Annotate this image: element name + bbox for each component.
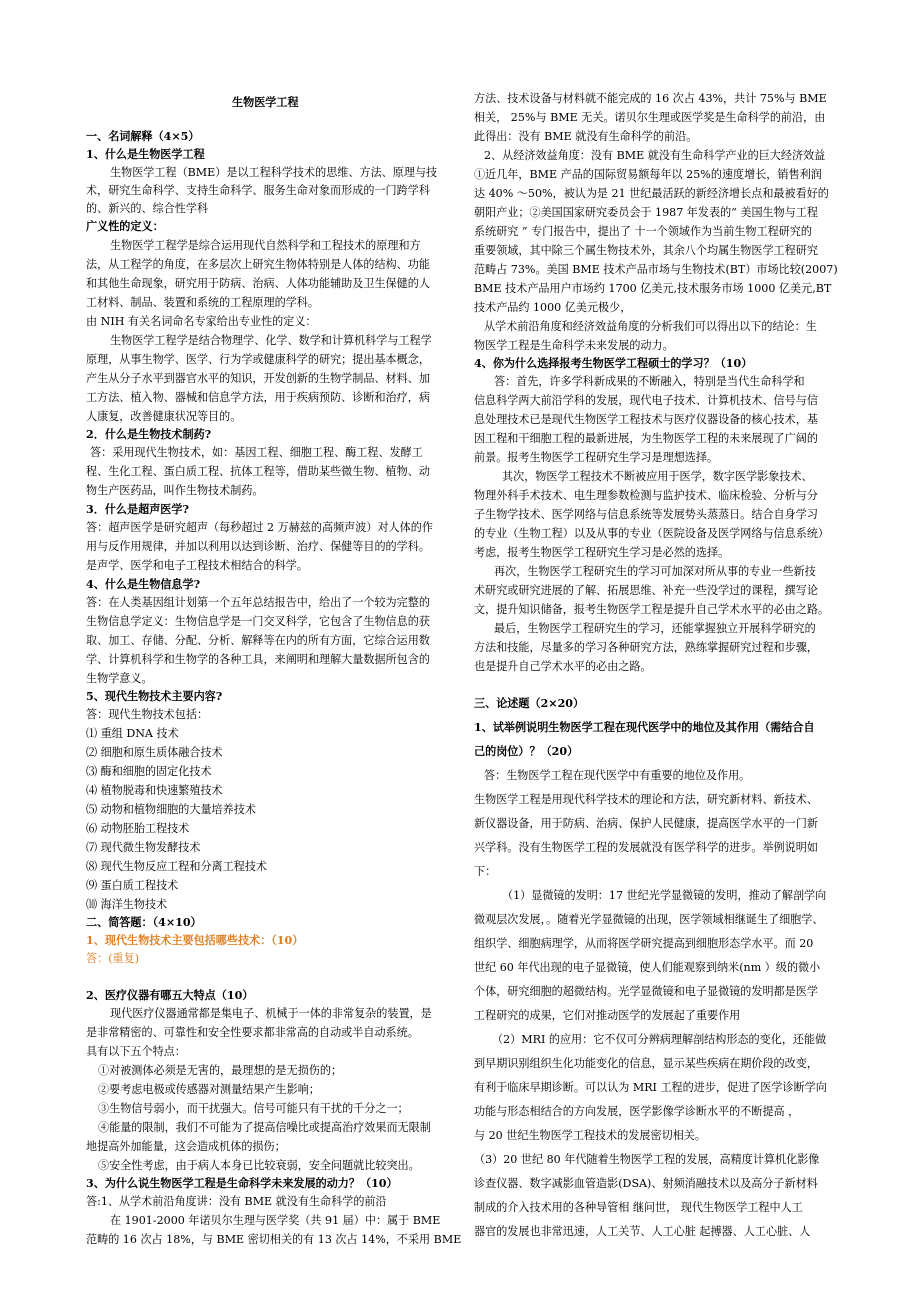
left-text-line: 和其他生命现象，研究用于防病、治病、人体功能辅助及卫生保健的人 [86,277,430,290]
left-text-line: ①对被测体必须是无害的，最理想的是无损伤的； [98,1064,343,1077]
right-text-line: 重要领域，其中除三个属生物技术外，其余八个均属生物医学工程研究 [474,244,818,257]
right-text-line: 物理外科手术技术、电生理参数检测与监护技术、临床检验、分析与分 [474,489,818,502]
right-text-line: 4、你为什么选择报考生物医学工程硕士的学习？（10） [474,357,753,370]
left-text-line: 生物医学工程学是综合运用现代自然科学和工程技术的原理和方 [110,239,421,252]
left-text-line: 产生从分子水平到器官水平的知识，开发创新的生物学制品、材料、加 [86,372,430,385]
left-text-line: 答：采用现代生物技术，如：基因工程、细胞工程、酶工程、发酵工 [90,446,423,459]
right-text-line: 考虑，报考生物医学工程研究生学习是必然的选择。 [474,546,730,559]
left-text-line: 物生产医药品，叫作生物技术制药。 [86,484,264,497]
right-text-line: 己的岗位）？（20） [474,745,579,758]
left-text-line: 3、为什么说生物医学工程是生命科学未来发展的动力？（10） [86,1177,398,1190]
right-text-line: 子生物学技术、医学网络与信息系统等发展势头蒸蒸日。结合自身学习 [474,508,818,521]
left-text-line: 答：现代生物技术包括： [86,708,209,721]
right-text-line: 物医学工程是生命科学未来发展的动力。 [474,339,674,352]
right-text-line: 最后，生物医学工程研究生的学习，还能掌握独立开展科学研究的 [494,622,816,635]
left-text-line: 1、什么是生物医学工程 [86,148,205,161]
right-text-line: 微观层次发展，。随着光学显微镜的出现，医学领域相继诞生了细胞学、 [474,913,824,926]
left-text-line: 4、什么是生物信息学? [86,578,201,591]
right-text-line: 息处理技术已是现代生物医学工程技术与医疗仪器设备的核心技术，基 [474,413,818,426]
right-text-line: 方法、技术设备与材料就不能完成的 16 次占 43%，共计 75%与 BME [474,92,827,105]
right-text-line: 下： [474,865,497,878]
right-text-line: 新仪器设备，用于防病、治病、保护人民健康，提高医学水平的一门新 [474,817,818,830]
left-text-line: 工方法、植入物、器械和信息学方法，用于疾病预防、诊断和治疗，病 [86,391,430,404]
left-text-line: ⑺ 现代微生物发酵技术 [86,841,201,854]
left-text-line: 是声学、医学和电子工程技术相结合的科学。 [86,559,308,572]
left-text-line: 答：在人类基因组计划第一个五年总结报告中，给出了一个较为完整的 [86,596,430,609]
right-text-line: 制成的介入技术用的各种导管相 继问世， 现代生物医学工程中人工 [474,1201,803,1214]
right-text-line: 诊查仪器、数字减影血管造影(DSA)、射频消融技术以及高分子新材料 [474,1177,818,1190]
right-text-line: 信息科学两大前沿学科的发展，现代电子技术、计算机技术、信号与信 [474,394,818,407]
right-text-line: 从学术前沿角度和经济效益角度的分析我们可以得出以下的结论：生 [484,320,817,333]
right-text-line: 此得出：没有 BME 就没有生命科学的前沿。 [474,130,698,143]
left-text-line: 二、简答题：（4×10） [86,916,202,929]
left-text-line: 工材料、制品、装置和系统的工程原理的学科。 [86,296,319,309]
left-text-line: 生物医学工程学是结合物理学、化学、数学和计算机科学与工程学 [110,334,432,347]
right-text-line: 1、试举例说明生物医学工程在现代医学中的地位及其作用（需结合自 [474,721,815,734]
right-text-line: 系统研究 ” 专门报告中，提出了 十一个领域作为当前生物工程研究的 [474,225,812,238]
left-text-line: 由 NIH 有关名词命名专家给出专业性的定义： [86,315,317,328]
left-text-line: 法，从工程学的角度，在多层次上研究生物体特别是人体的结构、功能 [86,258,430,271]
left-text-line: 广义性的定义： [86,220,164,233]
right-text-line: （3）20 世纪 80 年代随着生物医学工程的发展，高精度计算机化影像 [474,1153,820,1166]
right-text-line: 组织学、细胞病理学，从而将医学研究提高到细胞形态学水平。而 20 [474,937,814,950]
left-text-line: ⑻ 现代生物反应工程和分离工程技术 [86,860,268,873]
left-text-line: 术，研究生命科学、支持生命科学、服务生命对象而形成的一门跨学科 [86,184,430,197]
right-text-line: 三、论述题（2×20） [474,697,585,710]
right-text-line: 与 20 世纪生物医学工程技术的发展密切相关。 [474,1129,706,1142]
left-text-line: ⑵ 细胞和原生质体融合技术 [86,746,223,759]
left-text-line: 用与反作用规律，并加以利用以达到诊断、治疗、保健等目的的学科。 [86,540,430,553]
left-text-line: 答:1、从学术前沿角度讲：没有 BME 就没有生命科学的前沿 [86,1195,387,1208]
right-text-line: 器官的发展也非常迅速，人工关节、人工心脏 起搏器、人工心脏、人 [474,1225,811,1238]
left-text-line: 生物医学工程（BME）是以工程科学技术的思维、方法、原理与技 [110,166,438,179]
left-text-line: 一、名词解释（4×5） [86,130,200,143]
left-text-line: 具有以下五个特点： [86,1045,186,1058]
left-text-line: ④能量的限制，我们不可能为了提高信噪比或提高治疗效果而无限制 [98,1121,431,1134]
right-text-line: 2、从经济效益角度：没有 BME 就没有生命科学产业的巨大经济效益 [484,149,826,162]
left-text-line: ⑽ 海洋生物技术 [86,898,168,911]
left-text-line: ⑴ 重组 DNA 技术 [86,727,179,740]
left-text-line: 程、生化工程、蛋白质工程、抗体工程等，借助某些微生物、植物、动 [86,465,430,478]
left-text-line: 是非常精密的、可靠性和安全性要求都非常高的自动或半自动系统。 [86,1026,419,1039]
right-text-line: 功能与形态相结合的方向发展，医学影像学诊断水平的不断提高 ， [474,1105,800,1118]
right-text-line: 术研究或研究进展的了解、拓展思维、补充一些没学过的课程，撰写论 [474,584,818,597]
left-text-line: ②要考虑电极或传感器对测量结果产生影响； [98,1083,320,1096]
left-text-line: 原理，从事生物学、医学、行为学或健康科学的研究；提出基本概念， [86,353,430,366]
right-text-line: 朝阳产业；②美国国家研究委员会于 1987 年发表的“ 美国生物与工程 [474,206,819,219]
right-text-line: 的专业（生物工程）以及从事的专业（医院设备及医学网络与信息系统） [474,527,830,540]
right-text-line: 生物医学工程是用现代科学技术的理论和方法，研究新材料、新技术、 [474,793,818,806]
left-text-line: 1、现代生物技术主要包括哪些技术：（10） [86,934,304,947]
right-text-line: 工程研究的成果，它们对推动医学的发展起了重要作用 [474,1009,741,1022]
left-text-line: ⑤安全性考虑，由于病人本身已比较衰弱，安全问题就比较突出。 [98,1159,420,1172]
left-text-line: 5、现代生物技术主要内容? [86,690,223,703]
left-text-line: 学、计算机科学和生物学的各种工具，来阐明和理解大量数据所包含的 [86,653,430,666]
left-text-line: 的、新兴的、综合性学科 [86,202,209,215]
right-text-line: BME 技术产品用户市场约 1700 亿美元,技术服务市场 1000 亿美元,BT [474,282,832,295]
right-text-line: 相关， 25%与 BME 无关。诺贝尔生理或医学奖是生命科学的前沿，由 [474,111,826,124]
right-text-line: 答：首先，许多学科新成果的不断融入，特别是当代生命科学和 [494,375,805,388]
right-text-line: （2）MRI 的应用：它不仅可分辨病理解剖结构形态的变化，还能做 [492,1033,827,1046]
left-text-line: 2．什么是生物技术制药? [86,428,212,441]
left-text-line: 答：超声医学是研究超声（每秒超过 2 万赫兹的高频声波）对人体的作 [86,521,433,534]
left-text-line: ⑹ 动物胚胎工程技术 [86,822,190,835]
left-text-line: ⑼ 蛋白质工程技术 [86,879,179,892]
left-text-line: ⑷ 植物脱毒和快速繁殖技术 [86,784,223,797]
left-text-line: 生物医学工程 [232,96,299,109]
left-text-line: 在 1901-2000 年诺贝尔生理与医学奖（共 91 届）中：属于 BME [110,1214,441,1227]
right-text-line: 答：生物医学工程在现代医学中有重要的地位及作用。 [484,769,751,782]
right-text-line: 个体，研究细胞的超微结构。光学显微镜和电子显微镜的发明都是医学 [474,985,818,998]
left-text-line: 取、加工、存储、分配、分析、解释等在内的所有方面，它综合运用数 [86,634,430,647]
right-text-line: 世纪 60 年代出现的电子显微镜，使人们能观察到纳米(nm ）级的微小 [474,961,821,974]
right-text-line: 再次，生物医学工程研究生的学习可加深对所从事的专业一些新技 [494,565,816,578]
right-text-line: 兴学科。没有生物医学工程的发展就没有医学科学的进步。举例说明如 [474,841,818,854]
left-text-line: 答：(重复) [86,952,140,965]
left-text-line: 生物学意义。 [86,672,153,685]
right-text-line: 有利于临床早期诊断。可以认为 MRI 工程的进步，促进了医学诊断学向 [474,1081,827,1094]
left-text-line: ⑸ 动物和植物细胞的大量培养技术 [86,803,256,816]
left-text-line: 范畴的 16 次占 18%，与 BME 密切相关的有 13 次占 14%，不采用 BME [86,1233,462,1246]
left-text-line: 现代医疗仪器通常都是集电子、机械于一体的非常复杂的装置，是 [110,1007,432,1020]
left-text-line: ⑶ 酶和细胞的固定化技术 [86,765,212,778]
right-text-line: ①近几年，BME 产品的国际贸易额每年以 25%的速度增长，销售利润 [474,168,822,181]
right-text-line: （1）显微镜的发明：17 世纪光学显微镜的发明，推动了解剖学向 [502,889,827,902]
left-text-line: 2、医疗仪器有哪五大特点（10） [86,989,254,1002]
left-text-line: 地提高外加能量，这会造成机体的损伤； [86,1140,286,1153]
right-text-line: 到早期识别组织生化功能变化的信息，显示某些疾病在期价段的改变， [474,1057,818,1070]
right-text-line: 文，提升知识储备，报考生物医学工程是提升自己学术水平的必由之路。 [474,603,830,616]
right-text-line: 也是提升自己学术水平的必由之路。 [474,660,652,673]
right-text-line: 因工程和干细胞工程的最新进展，为生物医学工程的未来展现了广阔的 [474,432,818,445]
left-text-line: 3．什么是超声医学? [86,503,189,516]
left-text-line: ③生物信号弱小，而干扰强大。信号可能只有干扰的千分之一； [98,1102,409,1115]
right-text-line: 方法和技能，尽量多的学习各种研究方法，熟练掌握研究过程和步骤， [474,641,818,654]
right-text-line: 技术产品约 1000 亿美元极少， [474,301,632,314]
right-text-line: 前景。报考生物医学工程研究生学习是理想选择。 [474,451,719,464]
right-text-line: 范畴占 73%。美国 BME 技术产品市场与生物技术(BT）市场比较(2007) [474,263,838,276]
left-text-line: 人康复，改善健康状况等目的。 [86,410,242,423]
right-text-line: 其次，物医学工程技术不断被应用于医学，数字医学影象技术、 [502,470,813,483]
right-text-line: 达 40% ～50%，被认为是 21 世纪最活跃的新经济增长点和最被看好的 [474,187,829,200]
left-text-line: 生物信息学定义：生物信息学是一门交叉科学，它包含了生物信息的获 [86,615,430,628]
